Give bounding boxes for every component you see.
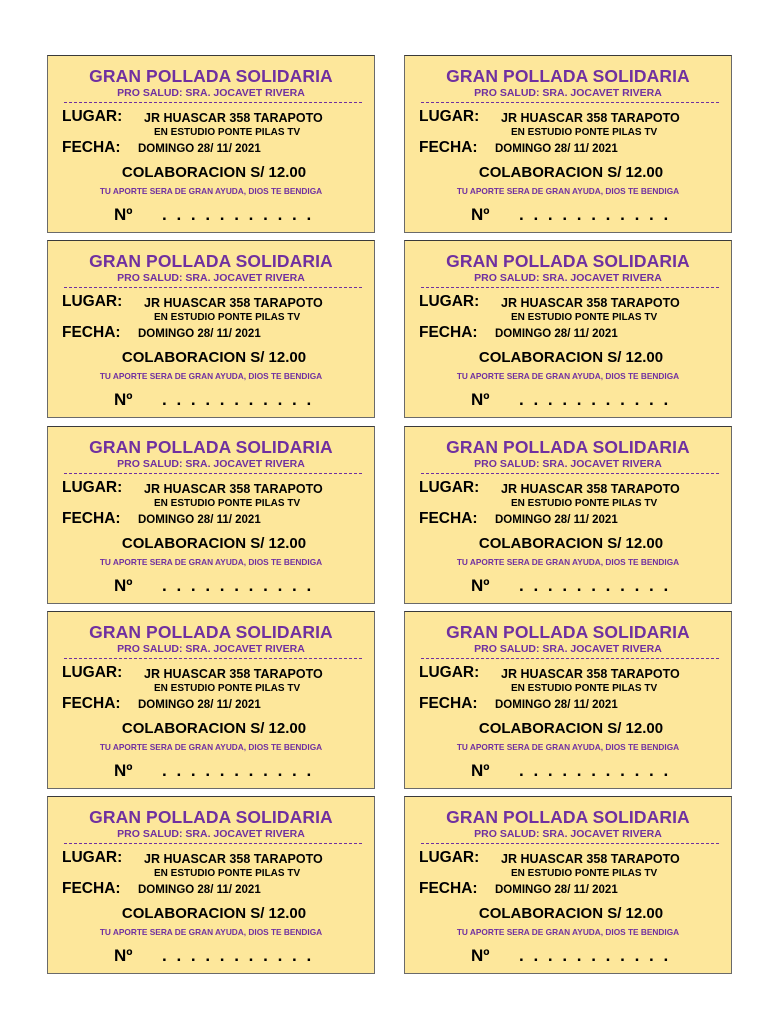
dashed-divider — [421, 658, 719, 659]
fecha-value: DOMINGO 28/ 11/ 2021 — [138, 143, 261, 155]
lugar-detail: EN ESTUDIO PONTE PILAS TV — [511, 127, 658, 138]
ticket-subtitle: PRO SALUD: SRA. JOCAVET RIVERA — [117, 643, 305, 655]
colaboracion-price: COLABORACION S/ 12.00 — [478, 349, 664, 366]
colaboracion-price: COLABORACION S/ 12.00 — [121, 905, 307, 922]
lugar-label: LUGAR: — [62, 293, 123, 310]
ticket-number-blank: . . . . . . . . . . . — [162, 576, 314, 595]
ticket-number-blank: . . . . . . . . . . . — [162, 946, 314, 965]
ticket-number-label: Nº — [471, 390, 490, 409]
ticket-subtitle: PRO SALUD: SRA. JOCAVET RIVERA — [117, 87, 305, 99]
raffle-ticket — [47, 796, 375, 974]
dashed-divider — [64, 473, 362, 474]
lugar-detail: EN ESTUDIO PONTE PILAS TV — [154, 127, 301, 138]
fecha-label: FECHA: — [419, 880, 478, 897]
ticket-number-blank: . . . . . . . . . . . — [162, 205, 314, 224]
aporte-message: TU APORTE SERA DE GRAN AYUDA, DIOS TE BENDIGA — [456, 742, 680, 752]
lugar-label: LUGAR: — [62, 849, 123, 866]
lugar-label: LUGAR: — [419, 293, 480, 310]
dashed-divider — [421, 473, 719, 474]
ticket-number-blank: . . . . . . . . . . . — [519, 576, 671, 595]
ticket-subtitle: PRO SALUD: SRA. JOCAVET RIVERA — [474, 643, 662, 655]
colaboracion-price: COLABORACION S/ 12.00 — [121, 535, 307, 552]
lugar-label: LUGAR: — [62, 108, 123, 125]
fecha-label: FECHA: — [419, 324, 478, 341]
ticket-number-label: Nº — [114, 390, 133, 409]
lugar-label: LUGAR: — [419, 479, 480, 496]
fecha-label: FECHA: — [419, 139, 478, 156]
lugar-detail: EN ESTUDIO PONTE PILAS TV — [511, 868, 658, 879]
fecha-value: DOMINGO 28/ 11/ 2021 — [138, 699, 261, 711]
fecha-value: DOMINGO 28/ 11/ 2021 — [495, 884, 618, 896]
ticket-subtitle: PRO SALUD: SRA. JOCAVET RIVERA — [117, 828, 305, 840]
lugar-detail: EN ESTUDIO PONTE PILAS TV — [154, 312, 301, 323]
ticket-title: GRAN POLLADA SOLIDARIA — [89, 251, 333, 271]
ticket-number-label: Nº — [114, 576, 133, 595]
ticket-title: GRAN POLLADA SOLIDARIA — [89, 66, 333, 86]
fecha-value: DOMINGO 28/ 11/ 2021 — [495, 514, 618, 526]
dashed-divider — [421, 843, 719, 844]
aporte-message: TU APORTE SERA DE GRAN AYUDA, DIOS TE BENDIGA — [456, 557, 680, 567]
lugar-label: LUGAR: — [62, 479, 123, 496]
colaboracion-price: COLABORACION S/ 12.00 — [478, 164, 664, 181]
ticket-number-blank: . . . . . . . . . . . — [519, 946, 671, 965]
raffle-ticket — [47, 240, 375, 418]
fecha-label: FECHA: — [62, 139, 121, 156]
ticket-number-blank: . . . . . . . . . . . — [519, 761, 671, 780]
raffle-ticket — [47, 55, 375, 233]
lugar-detail: EN ESTUDIO PONTE PILAS TV — [154, 498, 301, 509]
dashed-divider — [421, 102, 719, 103]
ticket-number-label: Nº — [471, 576, 490, 595]
lugar-label: LUGAR: — [419, 108, 480, 125]
lugar-label: LUGAR: — [419, 664, 480, 681]
ticket-number-blank: . . . . . . . . . . . — [162, 761, 314, 780]
lugar-value: JR HUASCAR 358 TARAPOTO — [144, 482, 323, 496]
ticket-subtitle: PRO SALUD: SRA. JOCAVET RIVERA — [474, 828, 662, 840]
dashed-divider — [64, 287, 362, 288]
ticket-number-label: Nº — [114, 946, 133, 965]
lugar-detail: EN ESTUDIO PONTE PILAS TV — [511, 683, 658, 694]
fecha-value: DOMINGO 28/ 11/ 2021 — [138, 514, 261, 526]
fecha-label: FECHA: — [62, 510, 121, 527]
colaboracion-price: COLABORACION S/ 12.00 — [121, 164, 307, 181]
raffle-ticket — [47, 426, 375, 604]
lugar-label: LUGAR: — [62, 664, 123, 681]
colaboracion-price: COLABORACION S/ 12.00 — [121, 349, 307, 366]
ticket-number-label: Nº — [471, 205, 490, 224]
fecha-label: FECHA: — [419, 510, 478, 527]
lugar-value: JR HUASCAR 358 TARAPOTO — [501, 296, 680, 310]
ticket-number-blank: . . . . . . . . . . . — [519, 205, 671, 224]
ticket-title: GRAN POLLADA SOLIDARIA — [89, 622, 333, 642]
lugar-value: JR HUASCAR 358 TARAPOTO — [501, 852, 680, 866]
ticket-subtitle: PRO SALUD: SRA. JOCAVET RIVERA — [474, 87, 662, 99]
ticket-title: GRAN POLLADA SOLIDARIA — [89, 437, 333, 457]
lugar-value: JR HUASCAR 358 TARAPOTO — [501, 111, 680, 125]
aporte-message: TU APORTE SERA DE GRAN AYUDA, DIOS TE BENDIGA — [99, 742, 323, 752]
ticket-title: GRAN POLLADA SOLIDARIA — [446, 622, 690, 642]
ticket-number-label: Nº — [114, 761, 133, 780]
fecha-value: DOMINGO 28/ 11/ 2021 — [495, 328, 618, 340]
raffle-ticket — [47, 611, 375, 789]
lugar-value: JR HUASCAR 358 TARAPOTO — [144, 667, 323, 681]
ticket-title: GRAN POLLADA SOLIDARIA — [446, 66, 690, 86]
colaboracion-price: COLABORACION S/ 12.00 — [478, 905, 664, 922]
ticket-title: GRAN POLLADA SOLIDARIA — [446, 437, 690, 457]
ticket-title: GRAN POLLADA SOLIDARIA — [446, 251, 690, 271]
fecha-value: DOMINGO 28/ 11/ 2021 — [495, 143, 618, 155]
ticket-subtitle: PRO SALUD: SRA. JOCAVET RIVERA — [117, 458, 305, 470]
dashed-divider — [64, 658, 362, 659]
lugar-value: JR HUASCAR 358 TARAPOTO — [144, 296, 323, 310]
fecha-label: FECHA: — [419, 695, 478, 712]
dashed-divider — [64, 843, 362, 844]
colaboracion-price: COLABORACION S/ 12.00 — [121, 720, 307, 737]
fecha-value: DOMINGO 28/ 11/ 2021 — [138, 328, 261, 340]
raffle-ticket — [404, 240, 732, 418]
fecha-value: DOMINGO 28/ 11/ 2021 — [138, 884, 261, 896]
raffle-ticket — [404, 611, 732, 789]
fecha-value: DOMINGO 28/ 11/ 2021 — [495, 699, 618, 711]
dashed-divider — [421, 287, 719, 288]
lugar-value: JR HUASCAR 358 TARAPOTO — [144, 111, 323, 125]
dashed-divider — [64, 102, 362, 103]
colaboracion-price: COLABORACION S/ 12.00 — [478, 720, 664, 737]
ticket-number-blank: . . . . . . . . . . . — [519, 390, 671, 409]
lugar-detail: EN ESTUDIO PONTE PILAS TV — [154, 683, 301, 694]
lugar-detail: EN ESTUDIO PONTE PILAS TV — [511, 498, 658, 509]
ticket-subtitle: PRO SALUD: SRA. JOCAVET RIVERA — [474, 458, 662, 470]
raffle-ticket — [404, 796, 732, 974]
colaboracion-price: COLABORACION S/ 12.00 — [478, 535, 664, 552]
ticket-number-blank: . . . . . . . . . . . — [162, 390, 314, 409]
ticket-title: GRAN POLLADA SOLIDARIA — [89, 807, 333, 827]
aporte-message: TU APORTE SERA DE GRAN AYUDA, DIOS TE BENDIGA — [456, 186, 680, 196]
ticket-number-label: Nº — [471, 946, 490, 965]
raffle-ticket — [404, 426, 732, 604]
lugar-detail: EN ESTUDIO PONTE PILAS TV — [511, 312, 658, 323]
lugar-value: JR HUASCAR 358 TARAPOTO — [501, 667, 680, 681]
aporte-message: TU APORTE SERA DE GRAN AYUDA, DIOS TE BENDIGA — [99, 927, 323, 937]
raffle-ticket — [404, 55, 732, 233]
ticket-number-label: Nº — [471, 761, 490, 780]
ticket-title: GRAN POLLADA SOLIDARIA — [446, 807, 690, 827]
fecha-label: FECHA: — [62, 695, 121, 712]
lugar-value: JR HUASCAR 358 TARAPOTO — [501, 482, 680, 496]
ticket-subtitle: PRO SALUD: SRA. JOCAVET RIVERA — [474, 272, 662, 284]
ticket-number-label: Nº — [114, 205, 133, 224]
fecha-label: FECHA: — [62, 324, 121, 341]
fecha-label: FECHA: — [62, 880, 121, 897]
aporte-message: TU APORTE SERA DE GRAN AYUDA, DIOS TE BENDIGA — [456, 371, 680, 381]
ticket-subtitle: PRO SALUD: SRA. JOCAVET RIVERA — [117, 272, 305, 284]
lugar-detail: EN ESTUDIO PONTE PILAS TV — [154, 868, 301, 879]
aporte-message: TU APORTE SERA DE GRAN AYUDA, DIOS TE BENDIGA — [99, 371, 323, 381]
lugar-label: LUGAR: — [419, 849, 480, 866]
lugar-value: JR HUASCAR 358 TARAPOTO — [144, 852, 323, 866]
aporte-message: TU APORTE SERA DE GRAN AYUDA, DIOS TE BENDIGA — [99, 557, 323, 567]
aporte-message: TU APORTE SERA DE GRAN AYUDA, DIOS TE BENDIGA — [456, 927, 680, 937]
aporte-message: TU APORTE SERA DE GRAN AYUDA, DIOS TE BENDIGA — [99, 186, 323, 196]
